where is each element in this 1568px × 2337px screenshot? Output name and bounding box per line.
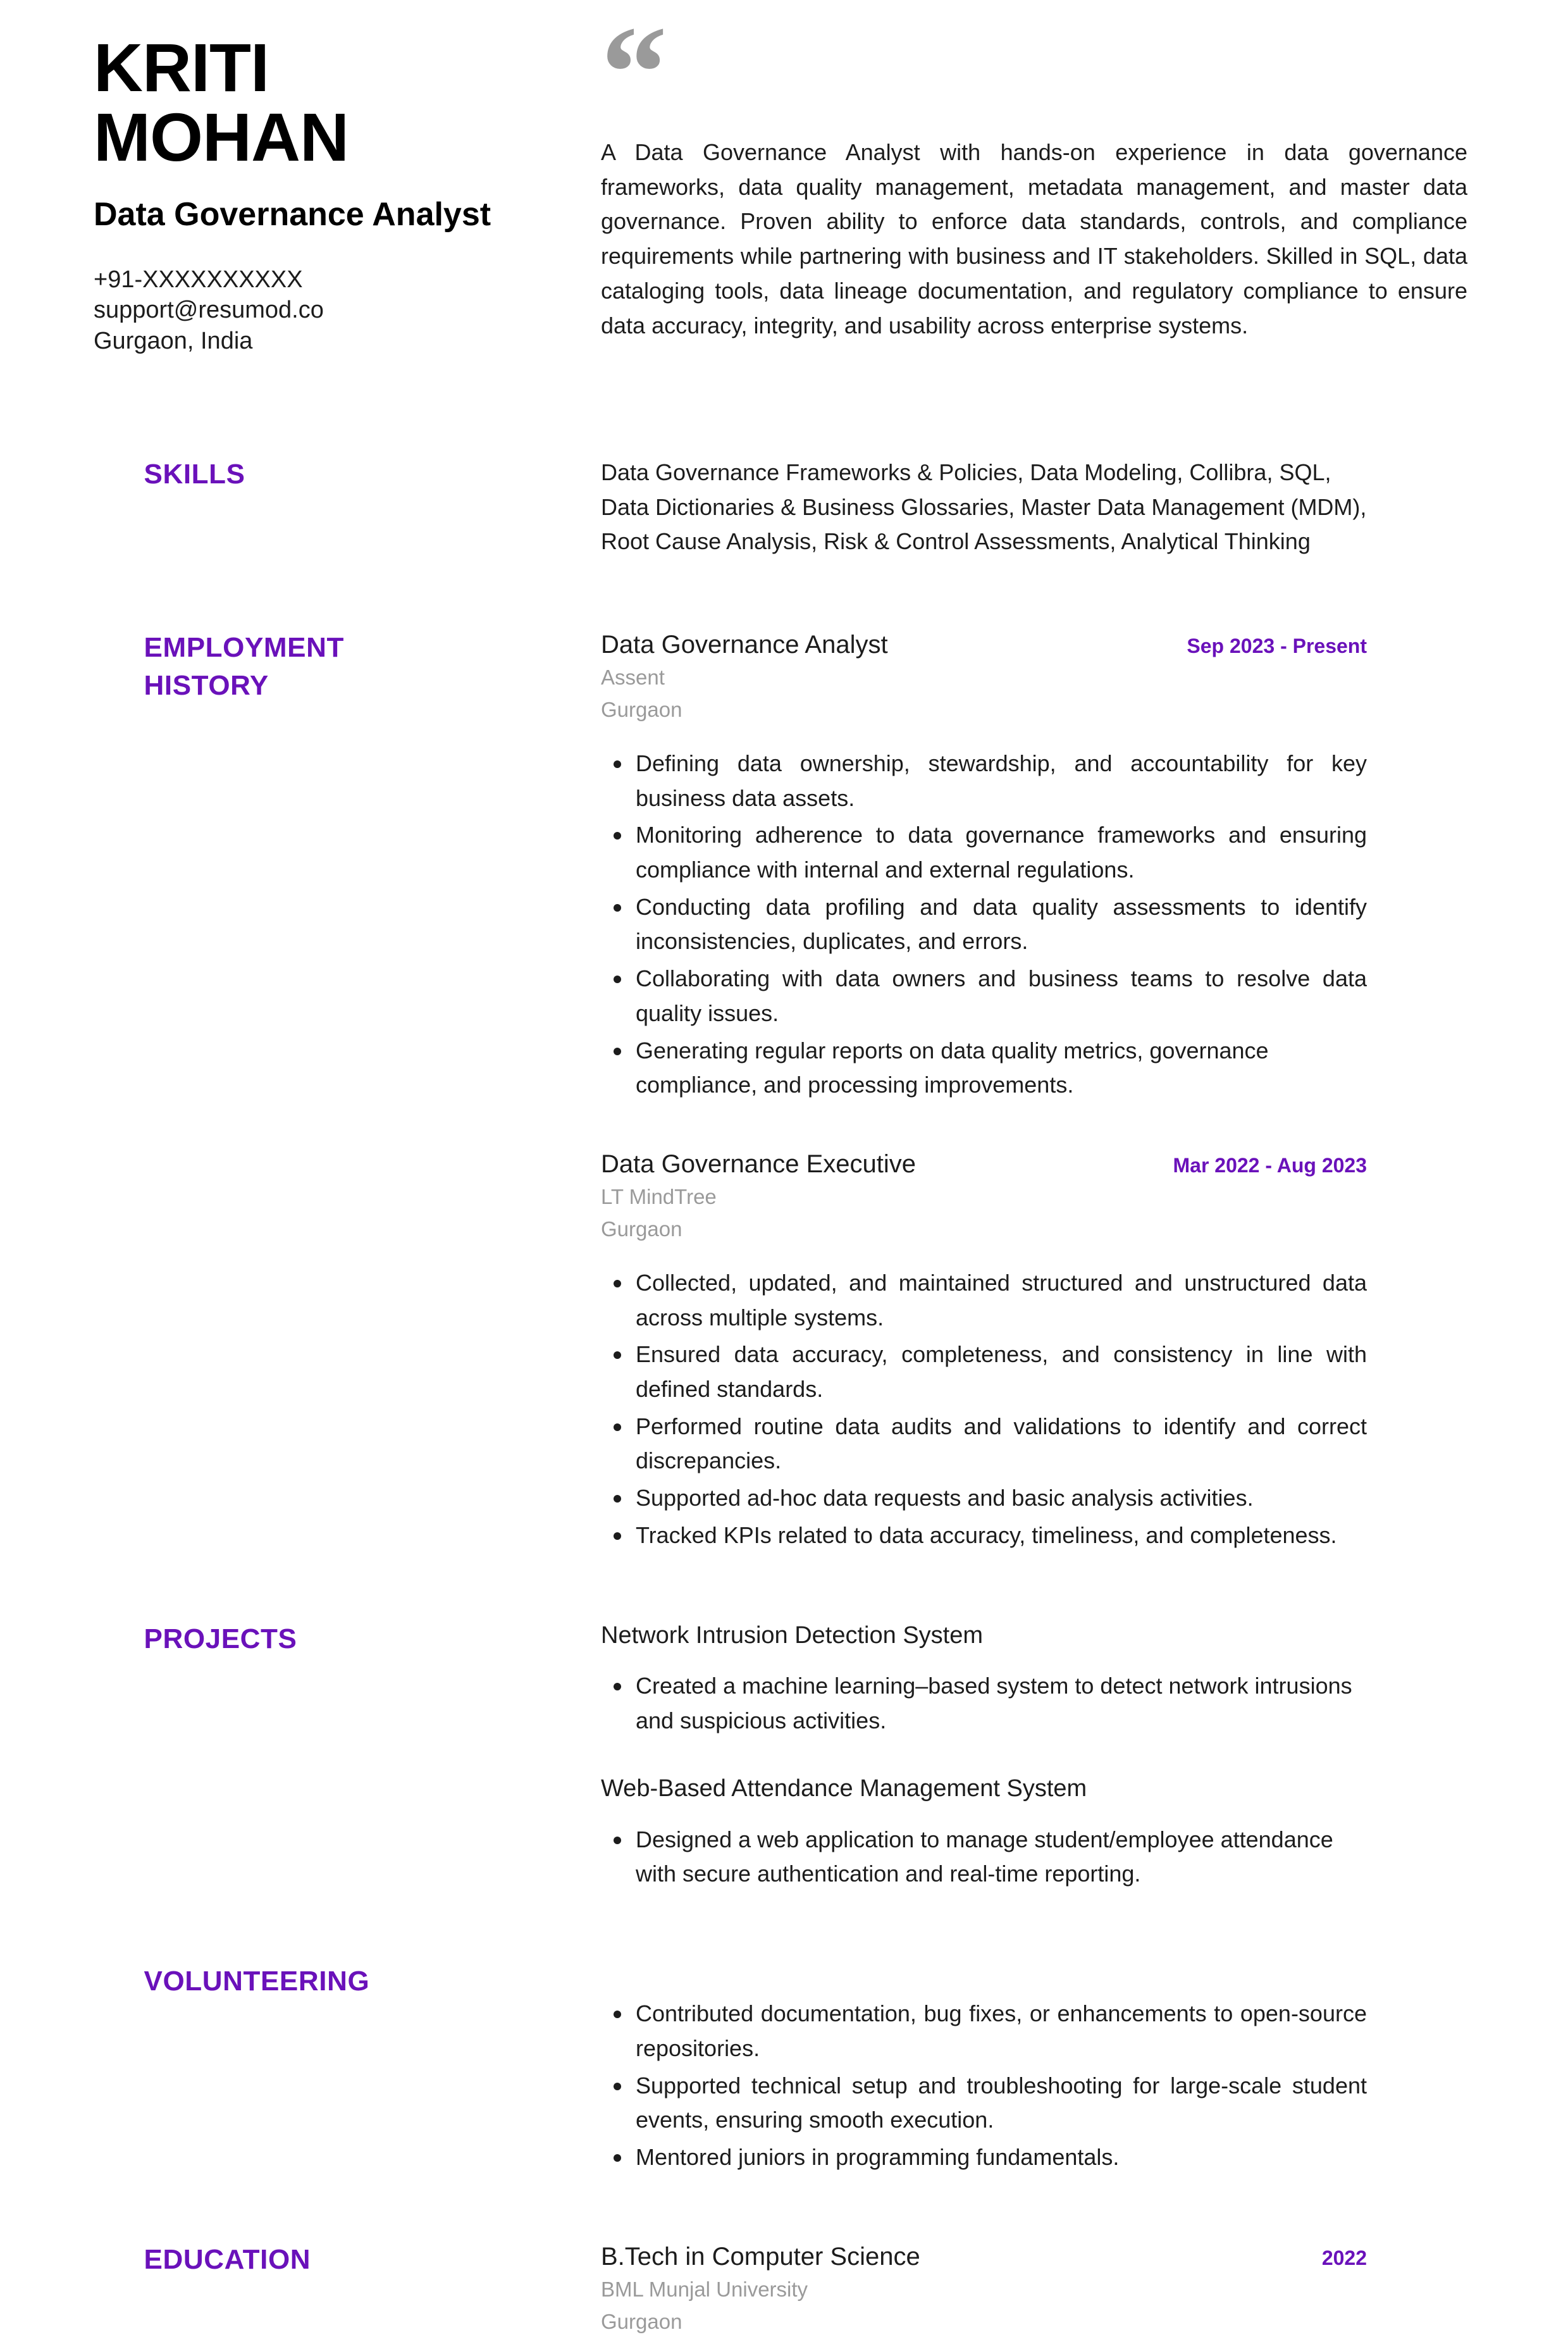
- quote-mark-icon: “: [601, 0, 664, 146]
- skills-list-text: Data Governance Frameworks & Policies, Data Modeling, Collibra, SQL, Data Dictionaries & Business Glossaries, Master Data Management (MDM), Root Cause Analysis, Risk & Control Assessments, Analytical Thinking: [601, 459, 1367, 555]
- name-line-first: KRITI: [94, 29, 269, 106]
- education-degree: B.Tech in Computer Science: [601, 2242, 920, 2271]
- project-entry: [601, 1773, 1367, 1892]
- section-heading-volunteering: VOLUNTEERING: [144, 1966, 370, 1997]
- education-entry: [601, 2241, 1367, 2337]
- identity-block: [0, 0, 569, 357]
- list-item: Performed routine data audits and validations to identify and correct discrepancies.: [601, 1410, 1367, 1478]
- resume-body: [0, 456, 1568, 2337]
- employment-date-range: Sep 2023 - Present: [1187, 635, 1367, 658]
- employment-bullet-list: [601, 1266, 1367, 1553]
- list-item: Mentored juniors in programming fundamentals.: [601, 2140, 1367, 2175]
- section-education: [0, 2241, 1568, 2337]
- section-label-col-volunteering: [0, 1962, 601, 2000]
- project-title: Web-Based Attendance Management System: [601, 1775, 1087, 1802]
- name-line-last: MOHAN: [94, 99, 349, 176]
- employment-role: Data Governance Analyst: [601, 631, 888, 659]
- section-label-col-projects: [0, 1620, 601, 1658]
- list-item: Collected, updated, and maintained structured and unstructured data across multiple systems.: [601, 1266, 1367, 1335]
- job-title: Data Governance Analyst: [94, 196, 491, 233]
- employment-entry-header: [601, 1148, 1367, 1180]
- employment-bullet-list: [601, 747, 1367, 1103]
- employment-entry: [601, 629, 1367, 1103]
- section-heading-projects: PROJECTS: [144, 1623, 297, 1654]
- list-item: Supported ad-hoc data requests and basic analysis activities.: [601, 1481, 1367, 1516]
- employment-company: Assent: [601, 666, 665, 690]
- education-school: BML Munjal University: [601, 2277, 808, 2301]
- list-item: Tracked KPIs related to data accuracy, timeliness, and completeness.: [601, 1518, 1367, 1553]
- education-entry-header: [601, 2241, 1367, 2272]
- education-year: 2022: [1321, 2246, 1367, 2269]
- list-item: Ensured data accuracy, completeness, and consistency in line with defined standards.: [601, 1337, 1367, 1406]
- employment-entry: [601, 1148, 1367, 1553]
- list-item: Generating regular reports on data quality metrics, governance compliance, and processing improvements.: [601, 1034, 1367, 1103]
- section-volunteering: [0, 1962, 1568, 2178]
- project-entry: [601, 1620, 1367, 1739]
- section-content-volunteering: [601, 1962, 1467, 2178]
- section-content-skills: [601, 456, 1467, 559]
- resume-header: [0, 0, 1568, 357]
- section-projects: [0, 1620, 1568, 1895]
- section-label-col-employment: [0, 629, 601, 705]
- contact-phone: +91-XXXXXXXXXX: [94, 266, 303, 293]
- list-item: Created a machine learning–based system to detect network intrusions and suspicious activities.: [601, 1669, 1367, 1738]
- section-label-col-education: [0, 2241, 601, 2279]
- employment-role: Data Governance Executive: [601, 1150, 917, 1179]
- section-content-projects: [601, 1620, 1467, 1895]
- list-item: Supported technical setup and troubleshooting for large-scale student events, ensuring smooth execution.: [601, 2069, 1367, 2138]
- contact-block: [94, 264, 531, 357]
- section-skills: [0, 456, 1568, 559]
- employment-date-range: Mar 2022 - Aug 2023: [1173, 1154, 1367, 1177]
- project-bullet-list: [601, 1669, 1367, 1738]
- list-item: Defining data ownership, stewardship, and accountability for key business data assets.: [601, 747, 1367, 815]
- list-item: Monitoring adherence to data governance frameworks and ensuring compliance with internal and external regulations.: [601, 818, 1367, 887]
- contact-location: Gurgaon, India: [94, 328, 253, 354]
- project-bullet-list: [601, 1823, 1367, 1892]
- employment-location: Gurgaon: [601, 698, 682, 722]
- section-content-employment: [601, 629, 1467, 1555]
- project-title: Network Intrusion Detection System: [601, 1621, 984, 1649]
- summary-block: [601, 0, 1467, 343]
- list-item: Conducting data profiling and data quality assessments to identify inconsistencies, duplicates, and errors.: [601, 890, 1367, 959]
- summary-text: A Data Governance Analyst with hands-on experience in data governance frameworks, data quality management, metadata management, and master data governance. Proven ability to enforce data standards, controls, and compliance requirements while partnering with business and IT stakeholders. Skilled in SQL, data cataloging tools, data lineage documentation, and regulatory compliance to ensure data accuracy, integrity, and usability across enterprise systems.: [601, 139, 1467, 338]
- volunteering-bullet-list: [601, 1997, 1367, 2175]
- section-heading-education: EDUCATION: [144, 2243, 311, 2275]
- section-content-education: [601, 2241, 1467, 2337]
- employment-location: Gurgaon: [601, 1217, 682, 1241]
- education-location: Gurgaon: [601, 2309, 682, 2333]
- section-employment-history: [0, 629, 1568, 1555]
- employment-entry-header: [601, 629, 1367, 660]
- section-heading-employment-history: EMPLOYMENT HISTORY: [144, 632, 344, 701]
- contact-email[interactable]: support@resumod.co: [94, 297, 324, 324]
- list-item: Contributed documentation, bug fixes, or enhancements to open-source repositories.: [601, 1997, 1367, 2066]
- list-item: Collaborating with data owners and business teams to resolve data quality issues.: [601, 962, 1367, 1031]
- section-label-col-skills: [0, 456, 601, 493]
- employment-company: LT MindTree: [601, 1185, 717, 1209]
- page-title: [94, 29, 531, 176]
- section-heading-skills: SKILLS: [144, 459, 245, 490]
- list-item: Designed a web application to manage student/employee attendance with secure authentication and real-time reporting.: [601, 1823, 1367, 1892]
